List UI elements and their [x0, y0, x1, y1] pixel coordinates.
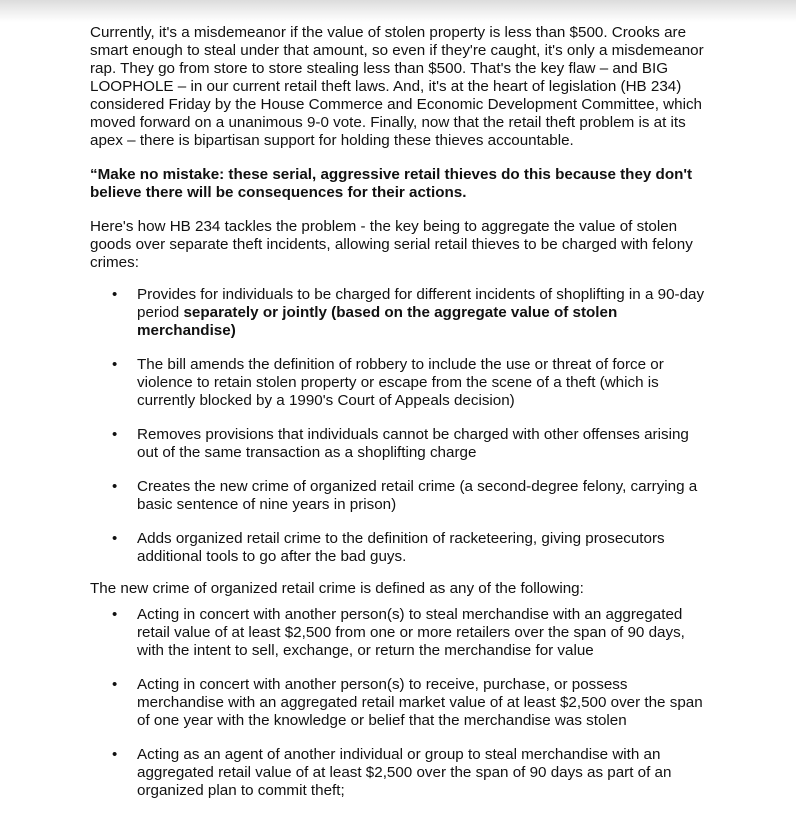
- bullet-icon: •: [112, 606, 118, 623]
- list-item: [90, 356, 712, 410]
- viewer-top-shadow: [0, 0, 796, 22]
- bullet-icon: •: [112, 426, 118, 443]
- bullet-icon: •: [112, 286, 118, 303]
- list-item: [90, 530, 712, 566]
- list-item-text: Removes provisions that individuals cannot be charged with other offenses arising out of the same transaction as a shoplifting charge: [137, 426, 689, 461]
- list-item-text: Acting as an agent of another individual or group to steal merchandise with an aggregated retail value of at least $2,500 over the span of 90 days as part of an organized plan to commit theft;: [137, 746, 672, 799]
- bullet-icon: •: [112, 356, 118, 373]
- quote-paragraph: “Make no mistake: these serial, aggressive retail thieves do this because they don't believe there will be consequences for their actions.: [90, 166, 693, 201]
- list-item: [90, 426, 712, 462]
- list-item-bold-text: separately or jointly (based on the aggregate value of stolen merchandise): [137, 304, 618, 339]
- definition-intro-paragraph: The new crime of organized retail crime is defined as any of the following:: [90, 580, 584, 597]
- definitions-list: [90, 606, 712, 800]
- hb234-intro-paragraph: Here's how HB 234 tackles the problem - the key being to aggregate the value of stolen goods over separate theft incidents, allowing serial retail thieves to be charged with felony crimes:: [90, 218, 693, 271]
- bullet-icon: •: [112, 746, 118, 763]
- list-item-text: Creates the new crime of organized retail crime (a second-degree felony, carrying a basic sentence of nine years in prison): [137, 478, 698, 513]
- bullet-icon: •: [112, 676, 118, 693]
- intro-paragraph: Currently, it's a misdemeanor if the value of stolen property is less than $500. Crooks are smart enough to steal under that amount, so even if they're caught, it's only a misdemeanor rap. They go from store to store stealing less than $500. That's the key flaw – and BIG LOOPHOLE – in our current retail theft laws. And, it's at the heart of legislation (HB 234) considered Friday by the House Commerce and Economic Development Committee, which moved forward on a unanimous 9-0 vote. Finally, now that the retail theft problem is at its apex – there is bipartisan support for holding these thieves accountable.: [90, 24, 704, 149]
- bullet-icon: •: [112, 530, 118, 547]
- provisions-list: [90, 286, 712, 566]
- list-item-text: Acting in concert with another person(s) to receive, purchase, or possess merchandise with an aggregated retail market value of at least $2,500 over the span of one year with the knowledge or belief that the merchandise was stolen: [137, 676, 703, 729]
- list-item: [90, 746, 712, 800]
- list-item: [90, 286, 712, 340]
- list-item-text: The bill amends the definition of robbery to include the use or threat of force or violence to retain stolen property or escape from the scene of a theft (which is currently blocked by a 1990's Court of Appeals decision): [137, 356, 664, 409]
- list-item: [90, 606, 712, 660]
- list-item-text: Acting in concert with another person(s) to steal merchandise with an aggregated retail value of at least $2,500 from one or more retailers over the span of 90 days, with the intent to sell, exchange, or return the merchandise for value: [137, 606, 685, 659]
- list-item-text: Provides for individuals to be charged for different incidents of shoplifting in a 90-day period: [137, 286, 705, 321]
- document-page: [90, 24, 712, 800]
- bullet-icon: •: [112, 478, 118, 495]
- list-item: [90, 478, 712, 514]
- list-item-text: Adds organized retail crime to the definition of racketeering, giving prosecutors additional tools to go after the bad guys.: [137, 530, 665, 565]
- list-item: [90, 676, 712, 730]
